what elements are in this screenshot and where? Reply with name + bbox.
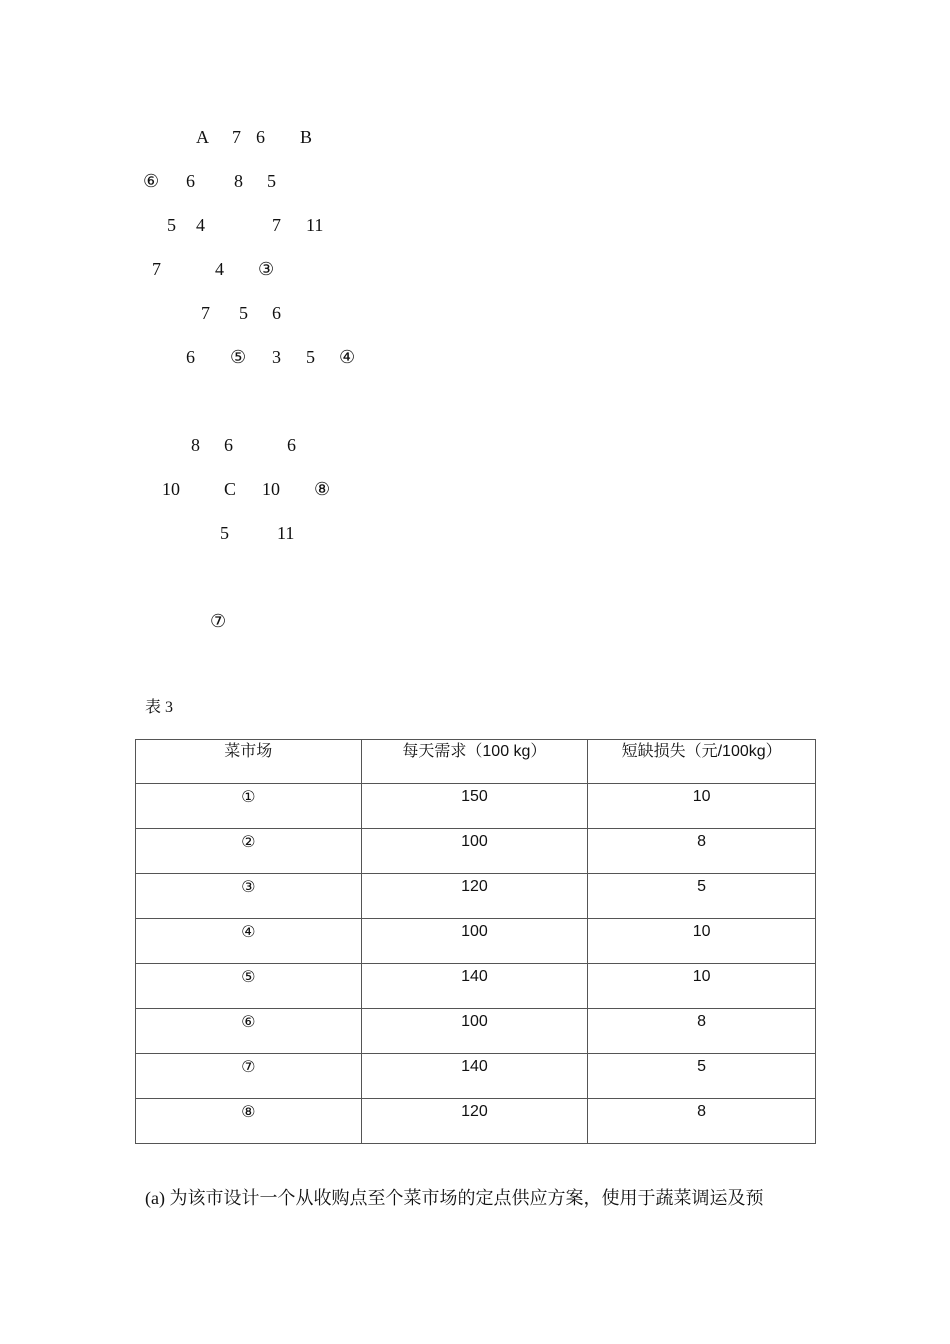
market-cell: ⑧ bbox=[136, 1099, 362, 1144]
demand-cell: 150 bbox=[361, 784, 588, 829]
edge-weight: 6 bbox=[256, 127, 265, 147]
table-row bbox=[136, 784, 816, 829]
table-row bbox=[136, 829, 816, 874]
table-caption: 表 3 bbox=[145, 699, 174, 716]
node-label: ⑤ bbox=[230, 347, 247, 367]
edge-weight: 11 bbox=[306, 215, 324, 235]
edge-weight: 5 bbox=[167, 215, 176, 235]
edge-weight: 6 bbox=[186, 347, 195, 367]
node-label: ⑦ bbox=[210, 611, 227, 631]
node-label: ⑧ bbox=[314, 479, 331, 499]
loss-cell: 8 bbox=[588, 1009, 816, 1054]
node-label: A bbox=[196, 127, 209, 147]
loss-cell: 5 bbox=[588, 874, 816, 919]
market-cell: ⑥ bbox=[136, 1009, 362, 1054]
demand-cell: 140 bbox=[361, 1054, 588, 1099]
edge-weight: 8 bbox=[191, 435, 200, 455]
edge-weight: 5 bbox=[306, 347, 315, 367]
edge-weight: 5 bbox=[239, 303, 248, 323]
market-cell: ⑤ bbox=[136, 964, 362, 1009]
node-label: ⑥ bbox=[143, 171, 160, 191]
table-row bbox=[136, 1009, 816, 1054]
market-cell: ⑦ bbox=[136, 1054, 362, 1099]
loss-cell: 10 bbox=[588, 964, 816, 1009]
edge-weight: 11 bbox=[277, 523, 295, 543]
table-header-row bbox=[136, 740, 816, 784]
demand-cell: 100 bbox=[361, 1009, 588, 1054]
demand-cell: 100 bbox=[361, 919, 588, 964]
node-label: ④ bbox=[339, 347, 356, 367]
table-row bbox=[136, 964, 816, 1009]
edge-weight: 7 bbox=[201, 303, 210, 323]
edge-weight: 3 bbox=[272, 347, 281, 367]
header-market: 菜市场 bbox=[136, 740, 362, 784]
node-label: B bbox=[300, 127, 313, 147]
demand-cell: 120 bbox=[361, 874, 588, 919]
edge-weight: 4 bbox=[215, 259, 224, 279]
edge-weight: 6 bbox=[186, 171, 195, 191]
header-loss: 短缺损失（元/100kg） bbox=[588, 740, 816, 784]
table-row bbox=[136, 874, 816, 919]
edge-weight: 6 bbox=[224, 435, 233, 455]
node-label: C bbox=[224, 479, 237, 499]
market-cell: ① bbox=[136, 784, 362, 829]
loss-cell: 5 bbox=[588, 1054, 816, 1099]
edge-weight: 5 bbox=[267, 171, 276, 191]
loss-cell: 10 bbox=[588, 919, 816, 964]
table-row bbox=[136, 1099, 816, 1144]
edge-weight: 7 bbox=[272, 215, 281, 235]
table-row bbox=[136, 919, 816, 964]
edge-weight: 7 bbox=[152, 259, 161, 279]
demand-cell: 140 bbox=[361, 964, 588, 1009]
demand-cell: 100 bbox=[361, 829, 588, 874]
loss-cell: 10 bbox=[588, 784, 816, 829]
edge-weight: 10 bbox=[262, 479, 280, 499]
market-cell: ③ bbox=[136, 874, 362, 919]
edge-weight: 4 bbox=[196, 215, 205, 235]
edge-weight: 7 bbox=[232, 127, 241, 147]
demand-table bbox=[135, 739, 816, 1144]
node-label: ③ bbox=[258, 259, 275, 279]
edge-weight: 5 bbox=[220, 523, 229, 543]
edge-weight: 6 bbox=[287, 435, 296, 455]
table-row bbox=[136, 1054, 816, 1099]
market-cell: ② bbox=[136, 829, 362, 874]
market-cell: ④ bbox=[136, 919, 362, 964]
question-paragraph: (a) 为该市设计一个从收购点至个菜市场的定点供应方案，使用于蔬菜调运及预 bbox=[145, 1188, 764, 1208]
edge-weight: 8 bbox=[234, 171, 243, 191]
edge-weight: 10 bbox=[162, 479, 180, 499]
loss-cell: 8 bbox=[588, 1099, 816, 1144]
header-demand: 每天需求（100 kg） bbox=[361, 740, 588, 784]
demand-cell: 120 bbox=[361, 1099, 588, 1144]
edge-weight: 6 bbox=[272, 303, 281, 323]
loss-cell: 8 bbox=[588, 829, 816, 874]
